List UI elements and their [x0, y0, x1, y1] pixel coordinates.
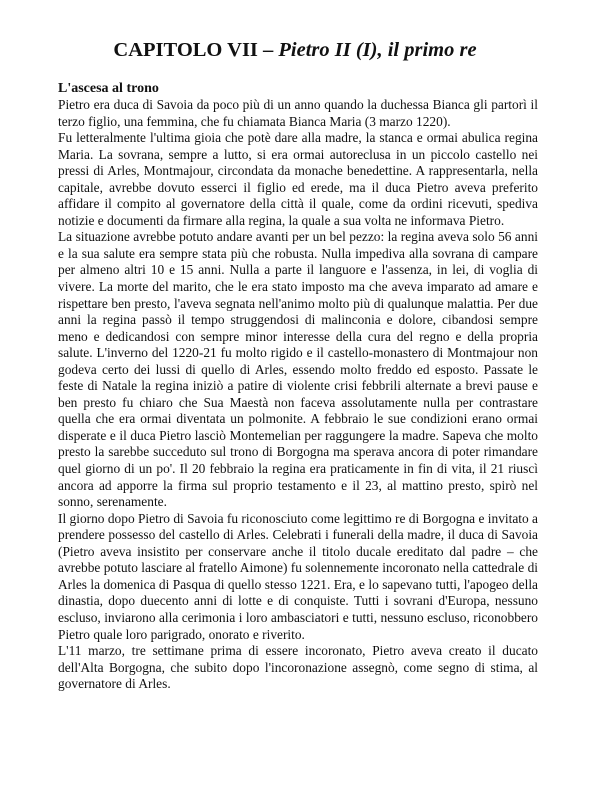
body-text	[58, 97, 538, 693]
section-heading: L'ascesa al trono	[58, 81, 159, 96]
paragraph: Il giorno dopo Pietro di Savoia fu riconosciuto come legittimo re di Borgogna e invitato a prendere possesso del castello di Arles. Celebrati i funerali della madre, il duca di Savoia (Pietro aveva insistito per conservare anche il titolo ducale ereditato dal padre – che avrebbe potuto lasciare al fratello Aimone) fu solennemente incoronato nella cattedrale di Arles la domenica di Pasqua di quello stesso 1221. Era, e lo sapevano tutti, l'apogeo della dinastia, dopo duecento anni di lotte e di conquiste. Tutti i sovrani d'Europa, nessuno escluso, inviarono alla cerimonia i loro ambasciatori e tutti, nessuno escluso, riconobbero Pietro quale loro parigrado, onorato e riverito.	[58, 510, 539, 642]
chapter-number: CAPITOLO VII –	[113, 39, 279, 61]
paragraph: L'11 marzo, tre settimane prima di essere incoronato, Pietro aveva creato il ducato dell'Alta Borgogna, che subito dopo l'incoronazione assegnò, come segno di stima, al governatore di Arles.	[58, 643, 538, 692]
chapter-name: Pietro II (I), il primo re	[278, 39, 477, 61]
chapter-title	[0, 38, 590, 62]
paragraph: La situazione avrebbe potuto andare avanti per un bel pezzo: la regina aveva solo 56 anni e la sua salute era sempre stata più che robusta. Nulla impediva alla sovrana di campare per almeno altri 10 e 15 anni. Nulla a parte il languore e l'assenza, in lei, di voglia di vivere. La morte del marito, che le era stato imposto ma che aveva imparato ad amare e rispettare ben presto, l'aveva segnata nell'animo molto più di qualunque malattia. Per due anni la regina passò il tempo struggendosi di malinconia e dolore, cibandosi sempre meno e dedicandosi con sempre minor interesse della cura del regno e della propria salute. L'inverno del 1220-21 fu molto rigido e il castello-monastero di Montmajour non godeva certo dei lussi di quello di Arles, essendo molto freddo ed esposto. Passate le feste di Natale la regina iniziò a patire di violente crisi febbrili alternate a brevi pause e ben presto fu chiaro che Sua Maestà non faceva assolutamente nulla per contrastare quella che era ormai diventata un polmonite. A febbraio le sue condizioni erano ormai disperate e il duca Pietro lasciò Montemelian per raggungere la madre. Sapeva che molto presto la sarebbe succeduto sul trono di Borgogna ma sperava ancora di poter rimandare quel giorno di un po'. Il 20 febbraio la regina era praticamente in fin di vita, il 21 riuscì ancora ad apporre la firma sul proprio testamento e il 23, al mattino presto, spirò nel sonno, serenamente.	[58, 229, 538, 510]
paragraph: Fu letteralmente l'ultima gioia che potè dare alla madre, la stanca e ormai abulica regina Maria. La sovrana, sempre a lutto, si era ormai autoreclusa in un piccolo castello nei pressi di Arles, Montmajour, circondata da monache benedettine. A rappresentarla, nella capitale, avrebbe dovuto esserci il figlio ed erede, ma il duca Pietro aveva preferito affidare il compito al governatore della città il quale, come da ordini ricevuti, spediva notizie e documenti da firmare alla regina, la quale a sua volta ne informava Pietro.	[58, 130, 538, 228]
paragraph: Pietro era duca di Savoia da poco più di un anno quando la duchessa Bianca gli partorì il terzo figlio, una femmina, che fu chiamata Bianca Maria (3 marzo 1220).	[58, 97, 538, 129]
